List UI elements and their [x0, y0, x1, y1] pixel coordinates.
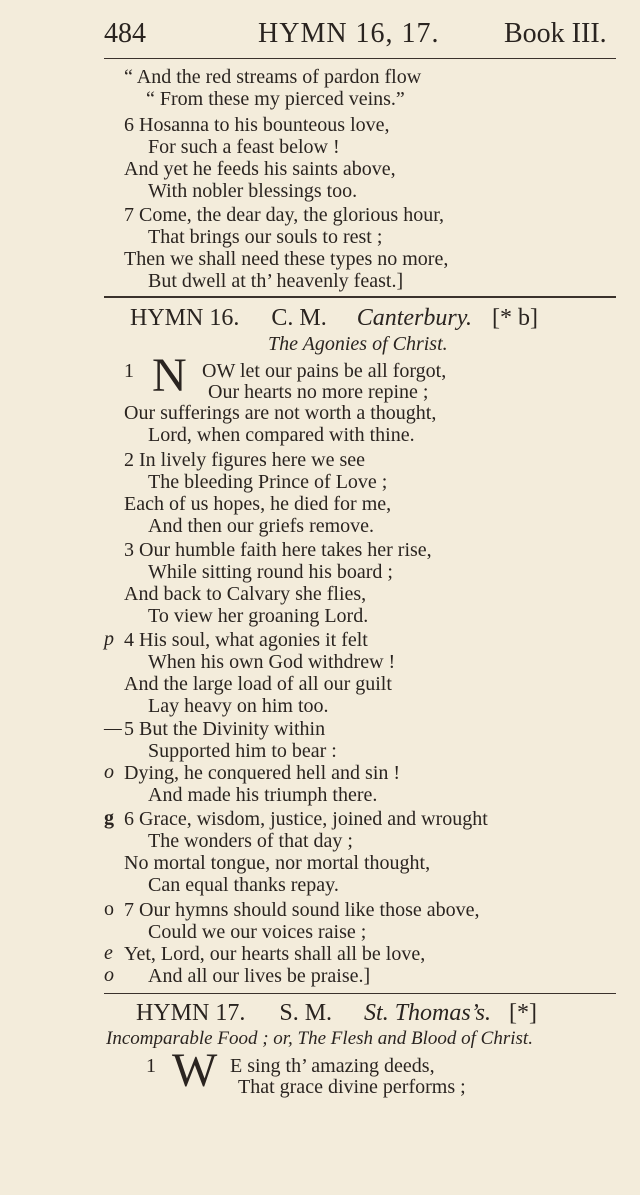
- page-number: 484: [104, 18, 146, 49]
- verse-line: 6 Hosanna to his bounteous love,: [124, 114, 390, 136]
- verse-line: Can equal thanks repay.: [148, 874, 339, 896]
- verse-line: Dying, he conquered hell and sin !: [124, 762, 401, 784]
- hymn-16-heading: [130, 305, 538, 332]
- hymn-17-heading: [136, 1000, 537, 1027]
- verse-line: The bleeding Prince of Love ;: [148, 471, 388, 493]
- verse-line: 4 His soul, what agonies it felt: [124, 629, 368, 651]
- margin-mark: o: [104, 898, 114, 920]
- hymn-meter: S. M.: [279, 1000, 333, 1026]
- verse-line: And the large load of all our guilt: [124, 673, 392, 695]
- margin-mark: o: [104, 964, 114, 986]
- verse-line: And made his triumph there.: [148, 784, 378, 806]
- verse-line: Each of us hopes, he died for me,: [124, 493, 392, 515]
- section-rule: [104, 993, 616, 994]
- verse-line: The wonders of that day ;: [148, 830, 353, 852]
- verse-line: OW let our pains be all forgot,: [202, 360, 447, 382]
- verse-line: E sing th’ amazing deeds,: [230, 1055, 435, 1077]
- verse-line: With nobler blessings too.: [148, 180, 358, 202]
- verse-line: And all our lives be praise.]: [148, 965, 371, 987]
- margin-mark: e: [104, 942, 113, 964]
- margin-mark: g: [104, 807, 114, 829]
- verse-line: When his own God withdrew !: [148, 651, 396, 673]
- verse-line: But dwell at th’ heavenly feast.]: [148, 270, 404, 292]
- verse-line: For such a feast below !: [148, 136, 340, 158]
- hymn-number: HYMN 16.: [130, 305, 240, 331]
- verse-line: To view her groaning Lord.: [148, 605, 369, 627]
- header-rule: [104, 58, 616, 59]
- hymn-16-subtitle: The Agonies of Christ.: [268, 333, 448, 355]
- verse-line: Then we shall need these types no more,: [124, 248, 449, 270]
- verse-line: Yet, Lord, our hearts shall all be love,: [124, 943, 426, 965]
- verse-line: 3 Our humble faith here takes her rise,: [124, 539, 432, 561]
- hymn-mark: [*]: [508, 1000, 537, 1026]
- verse-line: And then our griefs remove.: [148, 515, 375, 537]
- verse-line: No mortal tongue, nor mortal thought,: [124, 852, 431, 874]
- hymn-17-subtitle: Incomparable Food ; or, The Flesh and Blood of Christ.: [106, 1028, 533, 1049]
- verse-line: “ And the red streams of pardon flow: [124, 66, 422, 88]
- verse-line: And yet he feeds his saints above,: [124, 158, 396, 180]
- margin-mark: p: [104, 628, 114, 650]
- drop-capital: N: [152, 349, 187, 402]
- verse-line: Lord, when compared with thine.: [148, 424, 415, 446]
- verse-line: That grace divine performs ;: [238, 1076, 466, 1098]
- verse-line: 7 Our hymns should sound like those above,: [124, 899, 480, 921]
- hymn-mark: [* b]: [492, 305, 539, 331]
- stanza-number: 1: [124, 360, 134, 382]
- verse-line: 5 But the Divinity within: [124, 718, 326, 740]
- verse-line: Supported him to bear :: [148, 740, 337, 762]
- verse-line: “ From these my pierced veins.”: [146, 88, 405, 110]
- hymn-meter: C. M.: [271, 305, 327, 331]
- verse-line: And back to Calvary she flies,: [124, 583, 367, 605]
- verse-line: 6 Grace, wisdom, justice, joined and wrought: [124, 808, 488, 830]
- verse-line: Lay heavy on him too.: [148, 695, 329, 717]
- page-header: [104, 18, 640, 54]
- verse-line: 7 Come, the dear day, the glorious hour,: [124, 204, 445, 226]
- section-rule: [104, 296, 616, 298]
- hymn-tune: Canterbury.: [356, 305, 473, 331]
- verse-line: 2 In lively figures here we see: [124, 449, 366, 471]
- margin-mark: o: [104, 761, 114, 783]
- verse-line: That brings our souls to rest ;: [148, 226, 383, 248]
- margin-mark: —: [104, 717, 122, 739]
- book-label: Book III.: [504, 18, 607, 49]
- verse-line: While sitting round his board ;: [148, 561, 393, 583]
- running-title: HYMN 16, 17.: [258, 18, 440, 49]
- hymn-number: HYMN 17.: [136, 1000, 246, 1026]
- hymn-tune: St. Thomas’s.: [364, 1000, 491, 1026]
- drop-capital: W: [172, 1044, 218, 1097]
- stanza-number: 1: [146, 1055, 156, 1077]
- verse-line: Our hearts no more repine ;: [208, 381, 429, 403]
- verse-line: Could we our voices raise ;: [148, 921, 367, 943]
- verse-line: Our sufferings are not worth a thought,: [124, 402, 437, 424]
